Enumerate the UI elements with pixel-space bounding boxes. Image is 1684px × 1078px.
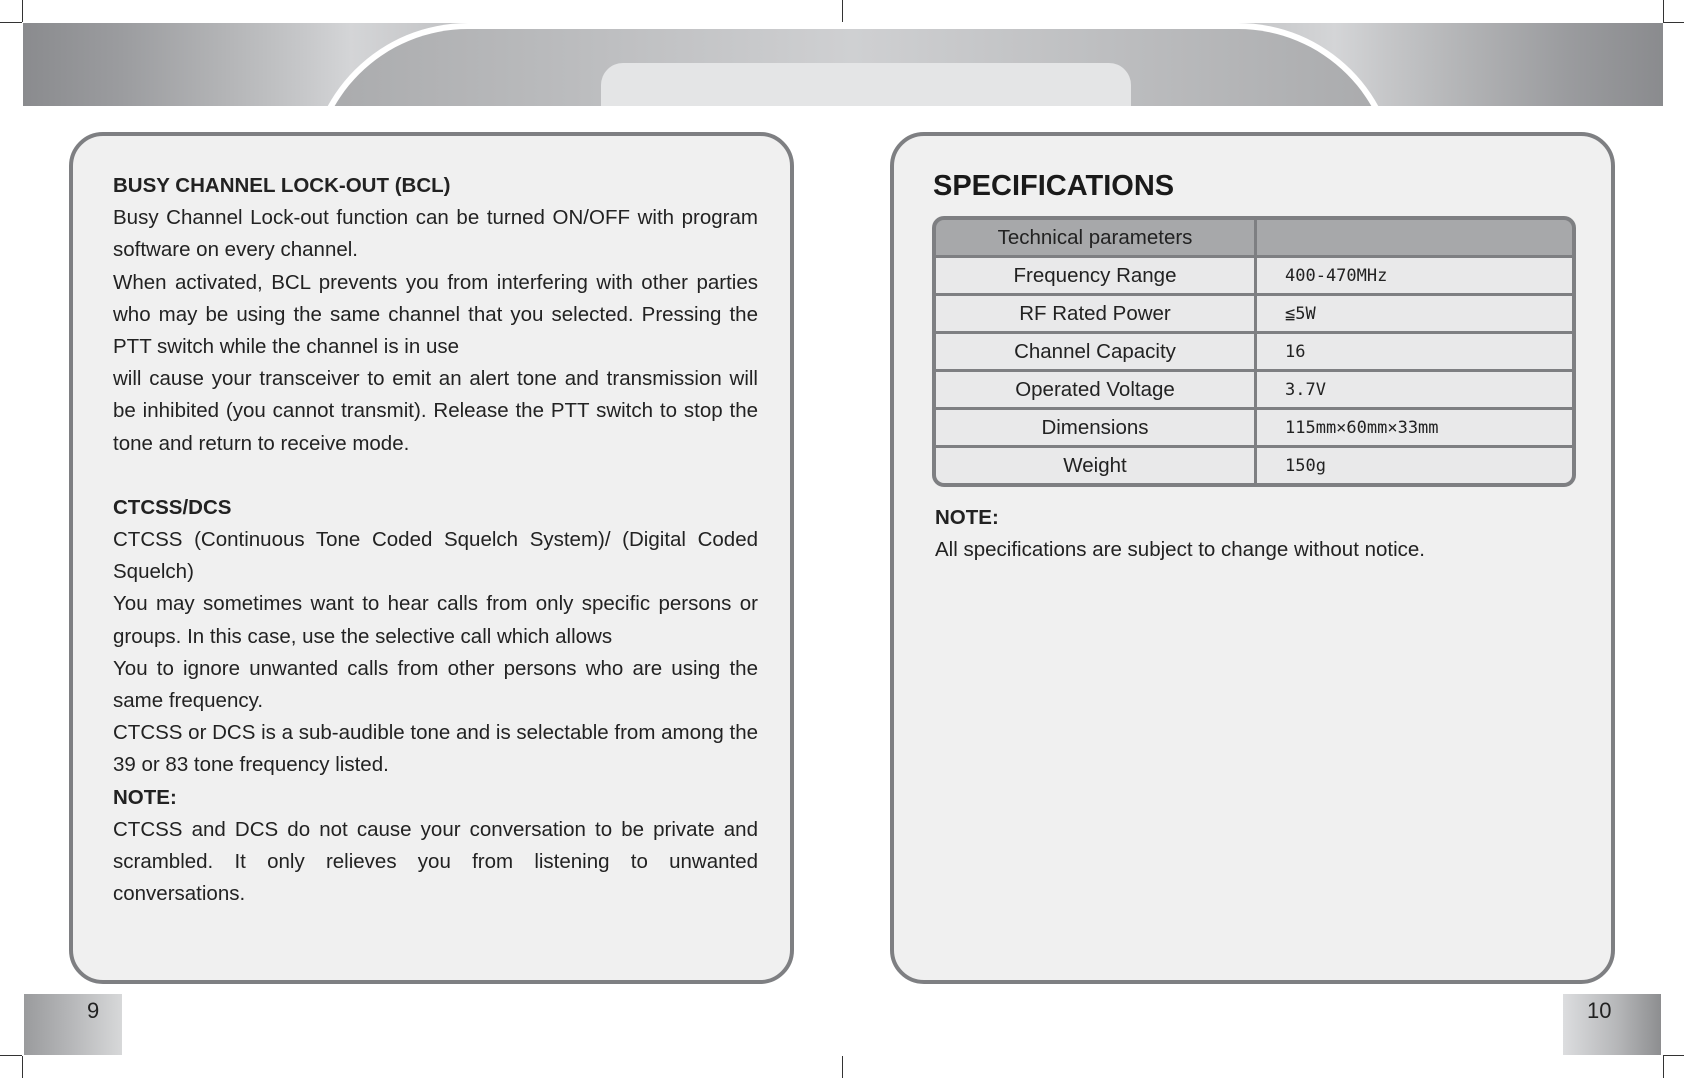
bcl-ctcss-text (113, 170, 758, 910)
body-paragraph: CTCSS and DCS do not cause your conversation to be private and scrambled. It only relieves you from listening to unwanted conversations. (113, 817, 758, 906)
table-value-cell: 3.7V (1257, 372, 1572, 407)
crop-mark (1663, 0, 1664, 22)
body-paragraph: You to ignore unwanted calls from other persons who are using the same frequency. (113, 656, 758, 713)
crop-mark (0, 22, 22, 23)
body-paragraph: CTCSS or DCS is a sub-audible tone and is selectable from among the 39 or 83 tone frequency listed. (113, 721, 758, 777)
section-heading: CTCSS/DCS (113, 495, 232, 519)
table-parameter-cell: RF Rated Power (936, 296, 1254, 331)
crop-mark (1663, 22, 1684, 23)
table-value-cell: ≦5W (1257, 296, 1572, 331)
crop-mark (1663, 1055, 1684, 1056)
header-tab (601, 63, 1131, 106)
specifications-table (932, 216, 1576, 487)
table-parameter-cell: Channel Capacity (936, 334, 1254, 369)
right-page-panel (890, 132, 1615, 984)
table-parameter-cell: Weight (936, 448, 1254, 483)
note-heading: NOTE: (935, 506, 999, 529)
header-band (23, 23, 1663, 106)
table-value-cell: 115mm×60mm×33mm (1257, 410, 1572, 445)
table-parameter-cell: Frequency Range (936, 258, 1254, 293)
table-header-cell (1257, 220, 1572, 255)
page-number: 9 (87, 998, 100, 1023)
page-number-tab-left (24, 994, 122, 1055)
body-paragraph: Busy Channel Lock-out function can be turned ON/OFF with program software on every channel. (113, 206, 758, 262)
note-text: All specifications are subject to change without notice. (935, 538, 1425, 561)
specifications-note (935, 502, 1575, 566)
section-heading: BUSY CHANNEL LOCK-OUT (BCL) (113, 174, 451, 197)
body-paragraph: You may sometimes want to hear calls from only specific persons or groups. In this case, use the selective call which allows (113, 592, 758, 648)
body-paragraph: When activated, BCL prevents you from interfering with other parties who may be using the same channel that you selected. Pressing the PTT switch while the channel is in use (113, 270, 758, 359)
left-page-panel (69, 132, 794, 984)
table-value-cell: 400-470MHz (1257, 258, 1572, 293)
paragraph-spacer (113, 460, 758, 492)
table-value-cell: 150g (1257, 448, 1572, 483)
crop-mark (0, 1055, 22, 1056)
body-paragraph: will cause your transceiver to emit an alert tone and transmission will be inhibited (you cannot transmit). Release the PTT switch to stop the tone and return to receive mode. (113, 367, 758, 455)
table-value-cell: 16 (1257, 334, 1572, 369)
body-paragraph: CTCSS (Continuous Tone Coded Squelch System)/ (Digital Coded Squelch) (113, 528, 758, 584)
page-number-tab-right (1563, 994, 1661, 1055)
table-header-cell: Technical parameters (936, 220, 1254, 255)
page-number: 10 (1587, 998, 1612, 1023)
crop-mark (22, 1056, 23, 1078)
section-heading: NOTE: (113, 785, 177, 809)
specifications-title: SPECIFICATIONS (933, 170, 1175, 202)
crop-mark (22, 0, 23, 22)
table-parameter-cell: Operated Voltage (936, 372, 1254, 407)
table-parameter-cell: Dimensions (936, 410, 1254, 445)
crop-mark (1663, 1056, 1664, 1078)
crop-mark (842, 0, 843, 22)
crop-mark (842, 1056, 843, 1078)
